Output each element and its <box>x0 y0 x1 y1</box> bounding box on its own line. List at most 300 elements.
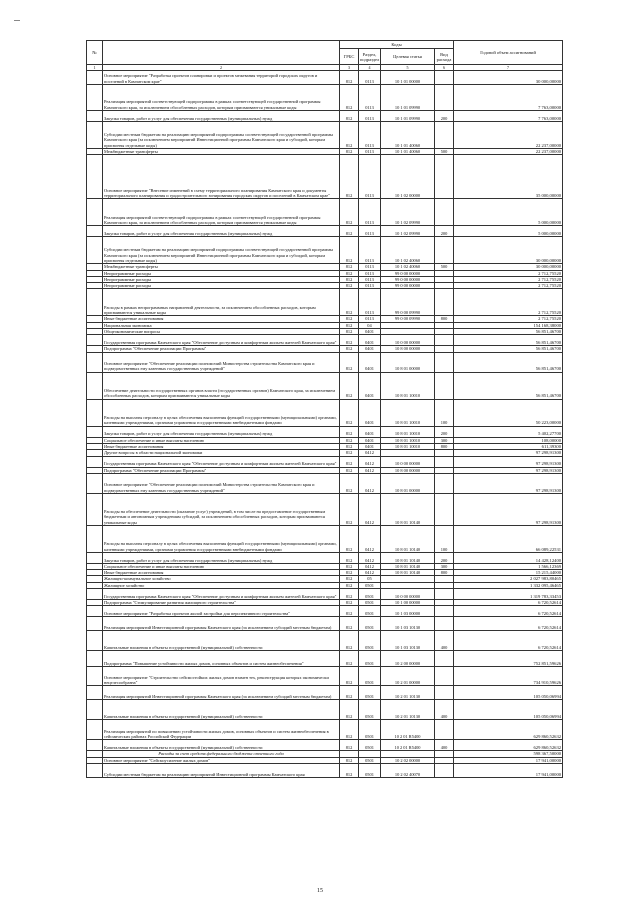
row-target-article-cell: 10 8 01 10140 <box>381 570 435 576</box>
row-name-cell: Подпрограмма "Обеспечение реализации Программы" <box>103 467 340 473</box>
row-amount-cell: 1 319 783,33453 <box>454 589 563 600</box>
row-number-cell <box>87 372 103 399</box>
row-amount-cell: 752 851,59626 <box>454 651 563 667</box>
row-expense-type-cell: 200 <box>435 111 454 122</box>
row-grbs-cell: 812 <box>340 270 359 276</box>
row-target-article-cell: 10 1 02 00000 <box>381 155 435 199</box>
row-grbs-cell: 812 <box>340 437 359 443</box>
row-razdel-cell: 0113 <box>359 226 381 237</box>
table-row <box>87 335 563 346</box>
row-name-cell: Расходы за счет средств федерального бюджета отчетного года <box>103 751 340 757</box>
col-number: 5 <box>381 65 435 71</box>
row-amount-cell: 2 712,75520 <box>454 289 563 316</box>
col-number: 4 <box>359 65 381 71</box>
row-expense-type-cell <box>435 289 454 316</box>
row-amount-cell: 50 223,00000 <box>454 399 563 426</box>
row-expense-type-cell: 500 <box>435 264 454 270</box>
row-name-cell: Социальное обеспечение и иные выплаты населению <box>103 437 340 443</box>
row-target-article-cell: 10 8 01 10140 <box>381 493 435 525</box>
row-expense-type-cell <box>435 71 454 85</box>
row-name-cell: Иные бюджетные ассигнования <box>103 316 340 322</box>
row-amount-cell: 5 000,00000 <box>454 199 563 226</box>
row-target-article-cell: 10 0 00 00000 <box>381 456 435 467</box>
table-body <box>87 71 563 778</box>
row-target-article-cell: 10 1 02 09990 <box>381 199 435 226</box>
col-number: 2 <box>103 65 340 71</box>
row-grbs-cell: 812 <box>340 85 359 111</box>
row-razdel-cell: 0501 <box>359 757 381 763</box>
row-target-article-cell: 10 2 02 40070 <box>381 763 435 777</box>
row-razdel-cell: 0401 <box>359 443 381 449</box>
row-target-article-cell: 10 1 01 40060 <box>381 122 435 149</box>
row-target-article-cell: 10 8 01 10010 <box>381 399 435 426</box>
budget-table-sheet <box>86 40 562 778</box>
row-grbs-cell: 812 <box>340 552 359 563</box>
row-expense-type-cell: 200 <box>435 226 454 237</box>
row-grbs-cell: 812 <box>340 631 359 651</box>
row-amount-cell: 629 860,52632 <box>454 720 563 740</box>
row-grbs-cell: 812 <box>340 289 359 316</box>
row-name-cell: Расходы на выплаты персоналу в целях обеспечения выполнения функций государственными (муниципальными) органами, казенными учреждениями, органами управления государственными внебюджетными фондами <box>103 399 340 426</box>
row-target-article-cell: 10 8 01 00000 <box>381 473 435 493</box>
row-expense-type-cell <box>435 237 454 264</box>
row-expense-type-cell: 200 <box>435 552 454 563</box>
row-amount-cell: 2 712,75520 <box>454 276 563 282</box>
row-target-article-cell: 10 8 01 10010 <box>381 443 435 449</box>
row-expense-type-cell: 500 <box>435 149 454 155</box>
row-amount-cell: 17 941,00000 <box>454 763 563 777</box>
row-grbs-cell: 812 <box>340 155 359 199</box>
header-codes: Коды <box>340 41 454 49</box>
row-grbs-cell: 812 <box>340 329 359 335</box>
row-grbs-cell: 812 <box>340 71 359 85</box>
row-razdel-cell: 0501 <box>359 763 381 777</box>
row-number-cell <box>87 700 103 720</box>
row-razdel-cell: 0401 <box>359 329 381 335</box>
row-number-cell <box>87 720 103 740</box>
table-row <box>87 606 563 617</box>
table-row <box>87 720 563 740</box>
row-target-article-cell: 10 2 01 R5400 <box>381 740 435 751</box>
row-target-article-cell: 10 8 01 10010 <box>381 372 435 399</box>
row-amount-cell: 56 851,46700 <box>454 335 563 346</box>
row-amount-cell: 6 720,52614 <box>454 617 563 631</box>
row-expense-type-cell <box>435 667 454 686</box>
row-name-cell: Реализация мероприятий по повышению устойчивости жилых домов, основных объектов и систем жизнеобеспечения в сейсмических районах Российской Федерации <box>103 720 340 740</box>
row-grbs-cell: 812 <box>340 700 359 720</box>
row-razdel-cell: 0113 <box>359 264 381 270</box>
row-number-cell <box>87 111 103 122</box>
row-name-cell: Реализация мероприятий соответствующей подпрограммы в рамках соответствующей государственной программы Камчатского края, за исключением обособленных расходов, которым присваиваются уникальные коды <box>103 199 340 226</box>
row-expense-type-cell <box>435 651 454 667</box>
row-name-cell: Национальная экономика <box>103 322 340 328</box>
row-expense-type-cell: 400 <box>435 740 454 751</box>
row-amount-cell: 97 298,91300 <box>454 493 563 525</box>
row-target-article-cell: 10 1 00 00000 <box>381 600 435 606</box>
row-grbs-cell: 812 <box>340 563 359 569</box>
table-row <box>87 552 563 563</box>
row-grbs-cell: 812 <box>340 570 359 576</box>
table-row <box>87 111 563 122</box>
row-razdel-cell: 0501 <box>359 606 381 617</box>
row-razdel-cell: 05 <box>359 576 381 582</box>
row-number-cell <box>87 606 103 617</box>
row-name-cell: Общеэкономические вопросы <box>103 329 340 335</box>
row-razdel-cell: 0501 <box>359 600 381 606</box>
row-razdel-cell: 0412 <box>359 467 381 473</box>
row-name-cell: Подпрограмма "Повышение устойчивости жилых домов, основных объектов и систем жизнеобеспечения" <box>103 651 340 667</box>
row-number-cell <box>87 617 103 631</box>
row-target-article-cell: 10 0 00 00000 <box>381 335 435 346</box>
row-name-cell: Субсидии местным бюджетам на реализацию мероприятий Инвестиционной программы Камчатского края <box>103 763 340 777</box>
row-razdel-cell: 0401 <box>359 437 381 443</box>
table-row <box>87 122 563 149</box>
row-target-article-cell: 10 2 01 00000 <box>381 667 435 686</box>
row-grbs-cell: 812 <box>340 589 359 600</box>
row-expense-type-cell <box>435 155 454 199</box>
row-name-cell: Государственная программа Камчатского края "Обеспечение доступным и комфортным жильем жителей Камчатского края" <box>103 456 340 467</box>
row-name-cell: Закупка товаров, работ и услуг для обеспечения государственных (муниципальных) нужд <box>103 226 340 237</box>
row-razdel-cell: 0401 <box>359 399 381 426</box>
row-razdel-cell: 0501 <box>359 700 381 720</box>
row-grbs-cell: 812 <box>340 237 359 264</box>
row-expense-type-cell: 200 <box>435 426 454 437</box>
row-target-article-cell: 99 0 00 00000 <box>381 276 435 282</box>
row-name-cell: Основное мероприятие "Строительство сейсмостойких жилых домов взамен тех, реконструкция которых экономически нецелесообразна" <box>103 667 340 686</box>
row-target-article-cell: 10 1 03 10130 <box>381 631 435 651</box>
row-expense-type-cell: 300 <box>435 437 454 443</box>
row-expense-type-cell <box>435 720 454 740</box>
row-number-cell <box>87 763 103 777</box>
row-number-cell <box>87 335 103 346</box>
row-razdel-cell: 0113 <box>359 276 381 282</box>
row-grbs-cell: 812 <box>340 686 359 700</box>
row-razdel-cell: 0501 <box>359 686 381 700</box>
row-target-article-cell: 10 0 00 00000 <box>381 589 435 600</box>
row-razdel-cell: 0501 <box>359 582 381 588</box>
row-grbs-cell: 812 <box>340 456 359 467</box>
row-amount-cell: 97 298,91300 <box>454 456 563 467</box>
row-grbs-cell: 812 <box>340 322 359 328</box>
row-razdel-cell: 0412 <box>359 563 381 569</box>
row-razdel-cell: 0501 <box>359 617 381 631</box>
row-number-cell <box>87 226 103 237</box>
header-grbs: ГРБС <box>340 49 359 65</box>
row-target-article-cell: 10 1 01 09990 <box>381 111 435 122</box>
row-grbs-cell: 812 <box>340 199 359 226</box>
row-amount-cell: 1 332 095,46465 <box>454 582 563 588</box>
row-razdel-cell: 0401 <box>359 426 381 437</box>
row-razdel-cell: 0113 <box>359 283 381 289</box>
row-name-cell: Расходы на выплаты персоналу в целях обеспечения выполнения функций государственными (муниципальными) органами, казенными учреждениями, органами управления государственными внебюджетными фондами <box>103 525 340 552</box>
row-razdel-cell: 0401 <box>359 352 381 372</box>
table-row <box>87 199 563 226</box>
row-amount-cell: 66 089,22531 <box>454 525 563 552</box>
row-number-cell <box>87 426 103 437</box>
row-target-article-cell: 10 8 01 10010 <box>381 437 435 443</box>
row-grbs-cell: 812 <box>340 149 359 155</box>
row-grbs-cell: 812 <box>340 467 359 473</box>
row-amount-cell: 629 860,52632 <box>454 740 563 751</box>
row-name-cell: Расходы на обеспечение деятельности (оказание услуг) учреждений, в том числе на предоставление государственным бюджетным и автономным учреждениям субсидий, за исключением обособленных расходов, которым присваиваются уникальные коды <box>103 493 340 525</box>
row-name-cell: Непрограммные расходы <box>103 276 340 282</box>
row-name-cell: Иные бюджетные ассигнования <box>103 570 340 576</box>
row-razdel-cell: 0113 <box>359 199 381 226</box>
row-number-cell <box>87 399 103 426</box>
table-row <box>87 352 563 372</box>
row-expense-type-cell <box>435 122 454 149</box>
row-grbs-cell: 812 <box>340 111 359 122</box>
row-name-cell: Жилищно-коммунальное хозяйство <box>103 576 340 582</box>
row-razdel-cell: 0113 <box>359 155 381 199</box>
row-grbs-cell: 812 <box>340 757 359 763</box>
table-row <box>87 740 563 751</box>
row-razdel-cell: 0113 <box>359 316 381 322</box>
row-amount-cell: 22 237,00000 <box>454 149 563 155</box>
row-expense-type-cell: 100 <box>435 525 454 552</box>
row-amount-cell: 6 720,52614 <box>454 600 563 606</box>
header-vid: Вид расхода <box>435 49 454 65</box>
row-name-cell: Реализация мероприятий Инвестиционной программы Камчатского края (за исключением субсидий местным бюджетам) <box>103 617 340 631</box>
row-razdel-cell: 0401 <box>359 335 381 346</box>
row-name-cell: Основное мероприятие "Обеспечение реализации полномочий Министерства строительства Камчатского края и подведомственных ему казенных государственных учреждений" <box>103 352 340 372</box>
row-target-article-cell: 99 0 00 09990 <box>381 289 435 316</box>
col-number: 7 <box>454 65 563 71</box>
row-number-cell <box>87 631 103 651</box>
table-row <box>87 426 563 437</box>
col-number: 6 <box>435 65 454 71</box>
scan-mark <box>14 20 20 21</box>
row-target-article-cell: 10 8 01 10140 <box>381 563 435 569</box>
row-razdel-cell: 0412 <box>359 525 381 552</box>
col-number: 3 <box>340 65 359 71</box>
row-expense-type-cell <box>435 335 454 346</box>
row-expense-type-cell <box>435 352 454 372</box>
table-row <box>87 155 563 199</box>
row-amount-cell: 15 215,44000 <box>454 570 563 576</box>
table-row <box>87 226 563 237</box>
row-name-cell: Непрограммные расходы <box>103 283 340 289</box>
row-number-cell <box>87 122 103 149</box>
row-razdel-cell: 0113 <box>359 237 381 264</box>
row-name-cell: Иные бюджетные ассигнования <box>103 443 340 449</box>
row-amount-cell: 2 712,75520 <box>454 270 563 276</box>
row-razdel-cell: 0401 <box>359 372 381 399</box>
row-number-cell <box>87 686 103 700</box>
row-grbs-cell: 812 <box>340 763 359 777</box>
row-grbs-cell: 812 <box>340 443 359 449</box>
row-razdel-cell: 0501 <box>359 667 381 686</box>
row-amount-cell: 611,39300 <box>454 443 563 449</box>
row-grbs-cell: 812 <box>340 264 359 270</box>
table-row <box>87 700 563 720</box>
row-amount-cell: 30 000,00000 <box>454 71 563 85</box>
row-amount-cell: 5 402,27700 <box>454 426 563 437</box>
row-name-cell: Основное мероприятие "Сейсмоусиление жилых домов" <box>103 757 340 763</box>
row-name-cell: Межбюджетные трансферты <box>103 264 340 270</box>
row-number-cell <box>87 473 103 493</box>
budget-table <box>86 40 563 778</box>
row-grbs-cell: 812 <box>340 576 359 582</box>
row-number-cell <box>87 71 103 85</box>
row-number-cell <box>87 199 103 226</box>
row-amount-cell: 2 712,75520 <box>454 316 563 322</box>
row-target-article-cell: 10 2 00 00000 <box>381 651 435 667</box>
row-grbs-cell: 812 <box>340 740 359 751</box>
row-target-article-cell: 10 8 01 00000 <box>381 352 435 372</box>
row-name-cell: Основное мероприятие "Разработка проектов жилой застройки для перспективного строительства" <box>103 606 340 617</box>
header-total: Годовой объем ассигнований <box>454 41 563 65</box>
row-name-cell: Подпрограмма "Обеспечение реализации Программы" <box>103 346 340 352</box>
row-razdel-cell: 0113 <box>359 270 381 276</box>
header-name <box>103 41 340 65</box>
row-razdel-cell: 0113 <box>359 289 381 316</box>
row-amount-cell: 56 851,46700 <box>454 372 563 399</box>
table-row <box>87 289 563 316</box>
row-number-cell <box>87 456 103 467</box>
row-amount-cell: 17 941,00000 <box>454 757 563 763</box>
row-grbs-cell: 812 <box>340 606 359 617</box>
row-expense-type-cell <box>435 199 454 226</box>
row-razdel-cell: 0412 <box>359 552 381 563</box>
table-row <box>87 631 563 651</box>
row-amount-cell: 108,00000 <box>454 437 563 443</box>
row-razdel-cell: 0501 <box>359 589 381 600</box>
row-expense-type-cell <box>435 617 454 631</box>
row-number-cell <box>87 85 103 111</box>
row-expense-type-cell <box>435 372 454 399</box>
row-expense-type-cell <box>435 85 454 111</box>
row-grbs-cell: 812 <box>340 473 359 493</box>
row-name-cell: Основное мероприятие "Внесение изменений в схему территориального планирования Камчатского края и документы территориального планирования и градостроительного зонирования городских округов и поселений в Камчатском крае" <box>103 155 340 199</box>
row-amount-cell: 6 720,52614 <box>454 631 563 651</box>
row-name-cell: Государственная программа Камчатского края "Обеспечение доступным и комфортным жильем жителей Камчатского края" <box>103 589 340 600</box>
table-row <box>87 456 563 467</box>
row-expense-type-cell <box>435 686 454 700</box>
row-grbs-cell: 812 <box>340 316 359 322</box>
row-expense-type-cell <box>435 456 454 467</box>
row-amount-cell: 1 566,12369 <box>454 563 563 569</box>
row-razdel-cell: 0412 <box>359 493 381 525</box>
row-name-cell: Основное мероприятие "Разработка проектов планировки и проектов межевания территорий городских округов и поселений в Камчатском крае" <box>103 71 340 85</box>
row-grbs-cell: 812 <box>340 226 359 237</box>
table-row <box>87 71 563 85</box>
row-razdel-cell: 0113 <box>359 149 381 155</box>
row-number-cell <box>87 552 103 563</box>
row-razdel-cell: 0412 <box>359 456 381 467</box>
row-name-cell: Закупка товаров, работ и услуг для обеспечения государственных (муниципальных) нужд <box>103 111 340 122</box>
row-grbs-cell: 812 <box>340 399 359 426</box>
table-row <box>87 473 563 493</box>
table-row <box>87 237 563 264</box>
row-razdel-cell: 0412 <box>359 450 381 456</box>
row-razdel-cell: 0501 <box>359 631 381 651</box>
row-razdel-cell: 0113 <box>359 71 381 85</box>
row-razdel-cell: 0501 <box>359 720 381 740</box>
row-target-article-cell: 10 8 01 10140 <box>381 552 435 563</box>
row-name-cell: Реализация мероприятий Инвестиционной программы Камчатского края (за исключением субсидий местным бюджетам) <box>103 686 340 700</box>
row-name-cell: Капитальные вложения в объекты государственной (муниципальной) собственности <box>103 740 340 751</box>
row-name-cell: Закупка товаров, работ и услуг для обеспечения государственных (муниципальных) нужд <box>103 552 340 563</box>
row-expense-type-cell: 300 <box>435 563 454 569</box>
row-amount-cell: 97 298,91300 <box>454 473 563 493</box>
row-target-article-cell: 10 1 01 00000 <box>381 71 435 85</box>
table-row <box>87 617 563 631</box>
row-grbs-cell: 812 <box>340 122 359 149</box>
row-grbs-cell: 812 <box>340 651 359 667</box>
row-amount-cell: 97 298,91300 <box>454 450 563 456</box>
row-amount-cell: 598 367,50000 <box>454 751 563 757</box>
row-grbs-cell: 812 <box>340 426 359 437</box>
row-amount-cell: 56 851,46700 <box>454 346 563 352</box>
row-amount-cell: 6 720,52614 <box>454 606 563 617</box>
row-target-article-cell: 10 1 02 40060 <box>381 237 435 264</box>
row-target-article-cell: 10 1 02 40060 <box>381 264 435 270</box>
row-razdel-cell: 0412 <box>359 473 381 493</box>
table-row <box>87 493 563 525</box>
row-name-cell: Капитальные вложения в объекты государственной (муниципальной) собственности <box>103 700 340 720</box>
row-target-article-cell: 10 1 02 09990 <box>381 226 435 237</box>
row-amount-cell: 105 050,06994 <box>454 700 563 720</box>
row-amount-cell: 97 298,91300 <box>454 467 563 473</box>
row-number-cell <box>87 493 103 525</box>
row-amount-cell: 5 000,00000 <box>454 226 563 237</box>
row-expense-type-cell <box>435 763 454 777</box>
row-grbs-cell: 812 <box>340 352 359 372</box>
row-expense-type-cell: 800 <box>435 570 454 576</box>
page-number: 15 <box>317 888 323 894</box>
row-grbs-cell: 812 <box>340 335 359 346</box>
row-target-article-cell: 10 1 01 40060 <box>381 149 435 155</box>
row-name-cell: Субсидии местным бюджетам на реализацию мероприятий подпрограммы соответствующей государственной программы Камчатского края (за исключением мероприятий Инвестиционной программы Камчатского края и субсидий, которым присвоены отдельные коды) <box>103 122 340 149</box>
row-number-cell <box>87 740 103 751</box>
col-number: 1 <box>87 65 103 71</box>
row-expense-type-cell <box>435 589 454 600</box>
row-razdel-cell: 0113 <box>359 111 381 122</box>
row-name-cell: Основное мероприятие "Обеспечение реализации полномочий Министерства строительства Камчатского края и подведомственных ему казенных государственных учреждений" <box>103 473 340 493</box>
row-razdel-cell: 04 <box>359 322 381 328</box>
row-expense-type-cell: 800 <box>435 316 454 322</box>
row-amount-cell: 7 763,00000 <box>454 111 563 122</box>
row-name-cell: Субсидии местным бюджетам на реализацию мероприятий подпрограммы соответствующей государственной программы Камчатского края (за исключением мероприятий Инвестиционной программы Камчатского края и субсидий, которым присвоены отдельные коды) <box>103 237 340 264</box>
row-number-cell <box>87 237 103 264</box>
row-amount-cell: 734 910,59626 <box>454 667 563 686</box>
row-target-article-cell: 99 0 00 00000 <box>381 270 435 276</box>
row-target-article-cell: 10 2 01 10130 <box>381 700 435 720</box>
row-name-cell: Обеспечение деятельности государственных органов власти (государственных органов) Камчатского края, за исключением обособленных расходов, которым присваиваются уникальные коды <box>103 372 340 399</box>
row-amount-cell: 56 851,46700 <box>454 352 563 372</box>
row-amount-cell: 2 027 983,80465 <box>454 576 563 582</box>
row-target-article-cell: 99 0 00 00000 <box>381 283 435 289</box>
row-grbs-cell: 812 <box>340 493 359 525</box>
row-amount-cell: 56 851,46700 <box>454 329 563 335</box>
row-grbs-cell: 812 <box>340 600 359 606</box>
row-amount-cell: 14 428,12400 <box>454 552 563 563</box>
row-razdel-cell: 0113 <box>359 85 381 111</box>
row-expense-type-cell: 400 <box>435 631 454 651</box>
row-expense-type-cell: 800 <box>435 443 454 449</box>
row-amount-cell: 22 237,00000 <box>454 122 563 149</box>
table-row <box>87 667 563 686</box>
row-razdel-cell: 0401 <box>359 346 381 352</box>
row-name-cell: Государственная программа Камчатского края "Обеспечение доступным и комфортным жильем жителей Камчатского края" <box>103 335 340 346</box>
row-name-cell: Закупка товаров, работ и услуг для обеспечения государственных (муниципальных) нужд <box>103 426 340 437</box>
row-target-article-cell: 10 8 00 00000 <box>381 467 435 473</box>
row-number-cell <box>87 352 103 372</box>
row-razdel-cell: 0501 <box>359 651 381 667</box>
row-grbs-cell: 812 <box>340 667 359 686</box>
header-tselevaya: Целевая статья <box>381 49 435 65</box>
